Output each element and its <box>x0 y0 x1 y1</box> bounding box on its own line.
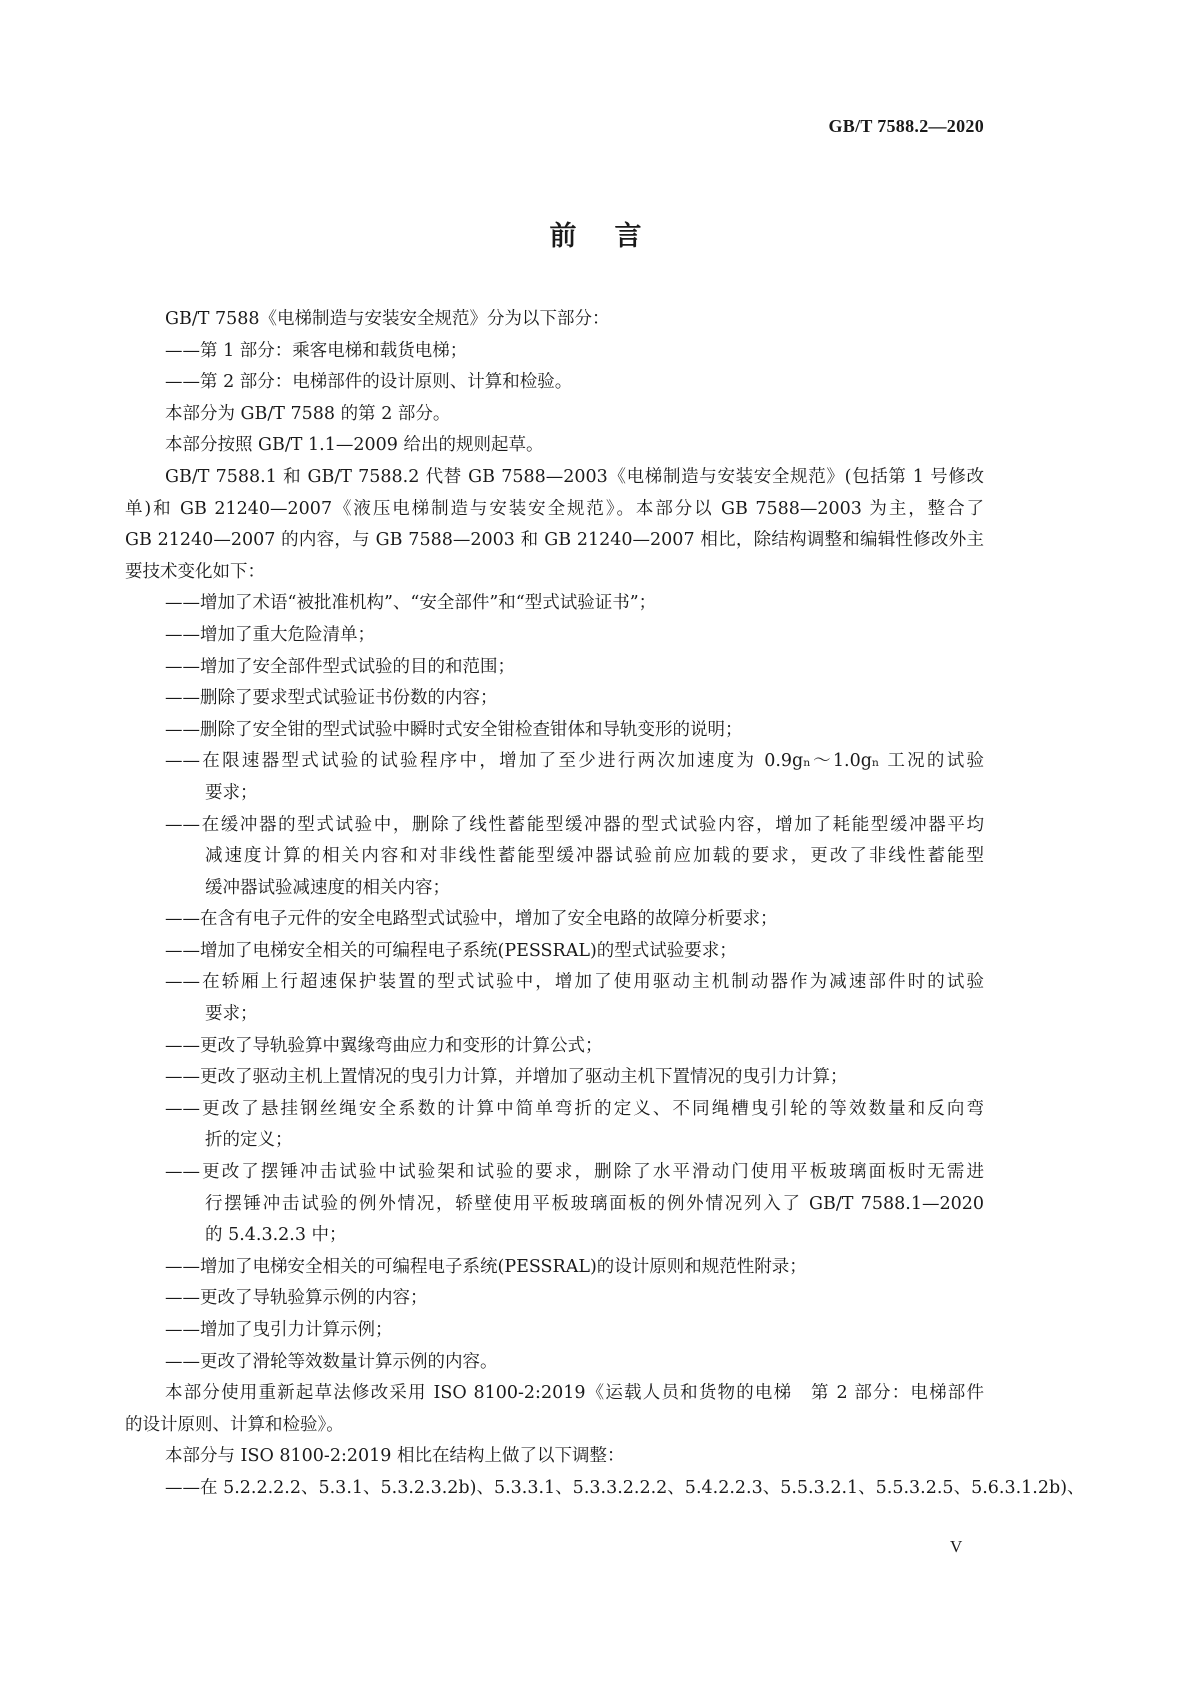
text-line: ——增加了安全部件型式试验的目的和范围； <box>165 656 515 677</box>
list-item <box>125 1283 984 1315</box>
text-line: 要技术变化如下： <box>125 561 265 582</box>
paragraph <box>125 1441 984 1473</box>
text-line: 减速度计算的相关内容和对非线性蓄能型缓冲器试验前应加载的要求，更改了非线性蓄能型 <box>205 846 984 867</box>
text-line: ——在限速器型式试验的试验程序中，增加了至少进行两次加速度为 0.9gₙ～1.0gₙ 工况的试验 <box>165 751 984 772</box>
list-item <box>125 1062 984 1094</box>
text-line: ——在缓冲器的型式试验中，删除了线性蓄能型缓冲器的型式试验内容，增加了耗能型缓冲器平均 <box>165 814 984 835</box>
text-line: ——更改了驱动主机上置情况的曳引力计算，并增加了驱动主机下置情况的曳引力计算； <box>165 1067 848 1088</box>
list-item <box>125 367 984 399</box>
text-line: GB 21240—2007 的内容，与 GB 7588—2003 和 GB 21240—2007 相比，除结构调整和编辑性修改外主 <box>125 530 984 551</box>
text-line: ——在含有电子元件的安全电路型式试验中，增加了安全电路的故障分析要求； <box>165 909 778 930</box>
list-item <box>125 1094 984 1157</box>
list-item <box>125 1347 984 1379</box>
text-line: 本部分与 ISO 8100-2:2019 相比在结构上做了以下调整： <box>165 1446 625 1467</box>
list-item <box>125 936 984 968</box>
text-line: ——增加了电梯安全相关的可编程电子系统(PESSRAL)的型式试验要求； <box>165 940 737 961</box>
list-item <box>125 967 984 1030</box>
text-line: 的 5.4.3.2.3 中； <box>205 1225 347 1246</box>
list-item <box>125 1031 984 1063</box>
list-item <box>125 683 984 715</box>
page-number: V <box>950 1537 963 1556</box>
list-item <box>125 746 984 809</box>
text-line: ——删除了要求型式试验证书份数的内容； <box>165 688 498 709</box>
text-line: ——在 5.2.2.2.2、5.3.1、5.3.2.3.2b)、5.3.3.1、5.3.3.2.2.2、5.4.2.2.3、5.5.3.2.1、5.5.3.2.5、5.6.3.1.2b)、 <box>165 1477 1085 1498</box>
text-line: 本部分使用重新起草法修改采用 ISO 8100-2:2019《运载人员和货物的电梯 第 2 部分：电梯部件 <box>165 1383 984 1404</box>
text-line: 要求； <box>205 782 258 803</box>
text-line: 本部分按照 GB/T 1.1—2009 给出的规则起草。 <box>165 435 544 456</box>
text-line: ——增加了术语“被批准机构”、“安全部件”和“型式试验证书”； <box>165 593 657 614</box>
text-line: 本部分为 GB/T 7588 的第 2 部分。 <box>165 403 451 424</box>
list-item <box>125 715 984 747</box>
page-title: 前言 <box>549 221 680 252</box>
text-line: ——更改了导轨验算中翼缘弯曲应力和变形的计算公式； <box>165 1035 603 1056</box>
list-item <box>125 336 984 368</box>
list-item <box>125 904 984 936</box>
list-item <box>125 1315 984 1347</box>
list-item <box>125 1473 1085 1505</box>
text-line: ——增加了曳引力计算示例； <box>165 1320 393 1340</box>
text-line: ——删除了安全钳的型式试验中瞬时式安全钳检查钳体和导轨变形的说明； <box>165 719 743 740</box>
text-line: ——在轿厢上行超速保护装置的型式试验中，增加了使用驱动主机制动器作为减速部件时的试验 <box>165 972 984 993</box>
text-line: ——更改了悬挂钢丝绳安全系数的计算中简单弯折的定义、不同绳槽曳引轮的等效数量和反向弯 <box>165 1098 984 1119</box>
text-line: 单)和 GB 21240—2007《液压电梯制造与安装安全规范》。本部分以 GB 7588—2003 为主，整合了 <box>125 498 984 519</box>
list-item <box>125 620 984 652</box>
text-line: 行摆锤冲击试验的例外情况，轿壁使用平板玻璃面板的例外情况列入了 GB/T 7588.1—2020 <box>205 1193 984 1214</box>
text-line: ——更改了滑轮等效数量计算示例的内容。 <box>165 1351 498 1372</box>
text-line: 的设计原则、计算和检验》。 <box>125 1414 344 1435</box>
list-item <box>125 588 984 620</box>
text-line: 折的定义； <box>205 1130 293 1151</box>
text-line: 缓冲器试验减速度的相关内容； <box>205 877 450 898</box>
text-line: ——第 1 部分：乘客电梯和载货电梯； <box>165 340 468 361</box>
list-item <box>125 1157 984 1252</box>
standard-code-header: GB/T 7588.2—2020 <box>828 116 984 136</box>
text-line: ——增加了电梯安全相关的可编程电子系统(PESSRAL)的设计原则和规范性附录； <box>165 1256 807 1277</box>
text-line: GB/T 7588《电梯制造与安装安全规范》分为以下部分： <box>165 309 610 329</box>
text-line: ——第 2 部分：电梯部件的设计原则、计算和检验。 <box>165 372 573 393</box>
paragraph <box>125 430 984 462</box>
document-body <box>125 304 1085 1505</box>
paragraph <box>125 462 984 588</box>
text-line: GB/T 7588.1 和 GB/T 7588.2 代替 GB 7588—2003《电梯制造与安装安全规范》(包括第 1 号修改 <box>165 466 984 487</box>
text-line: 要求； <box>205 1004 258 1025</box>
paragraph <box>125 399 984 431</box>
text-line: ——增加了重大危险清单； <box>165 624 375 645</box>
paragraph <box>125 1378 984 1441</box>
text-line: ——更改了导轨验算示例的内容； <box>165 1288 428 1309</box>
text-line: ——更改了摆锤冲击试验中试验架和试验的要求，删除了水平滑动门使用平板玻璃面板时无需进 <box>165 1162 984 1183</box>
paragraph <box>125 304 984 336</box>
list-item <box>125 1252 984 1284</box>
list-item <box>125 652 984 684</box>
list-item <box>125 810 984 905</box>
